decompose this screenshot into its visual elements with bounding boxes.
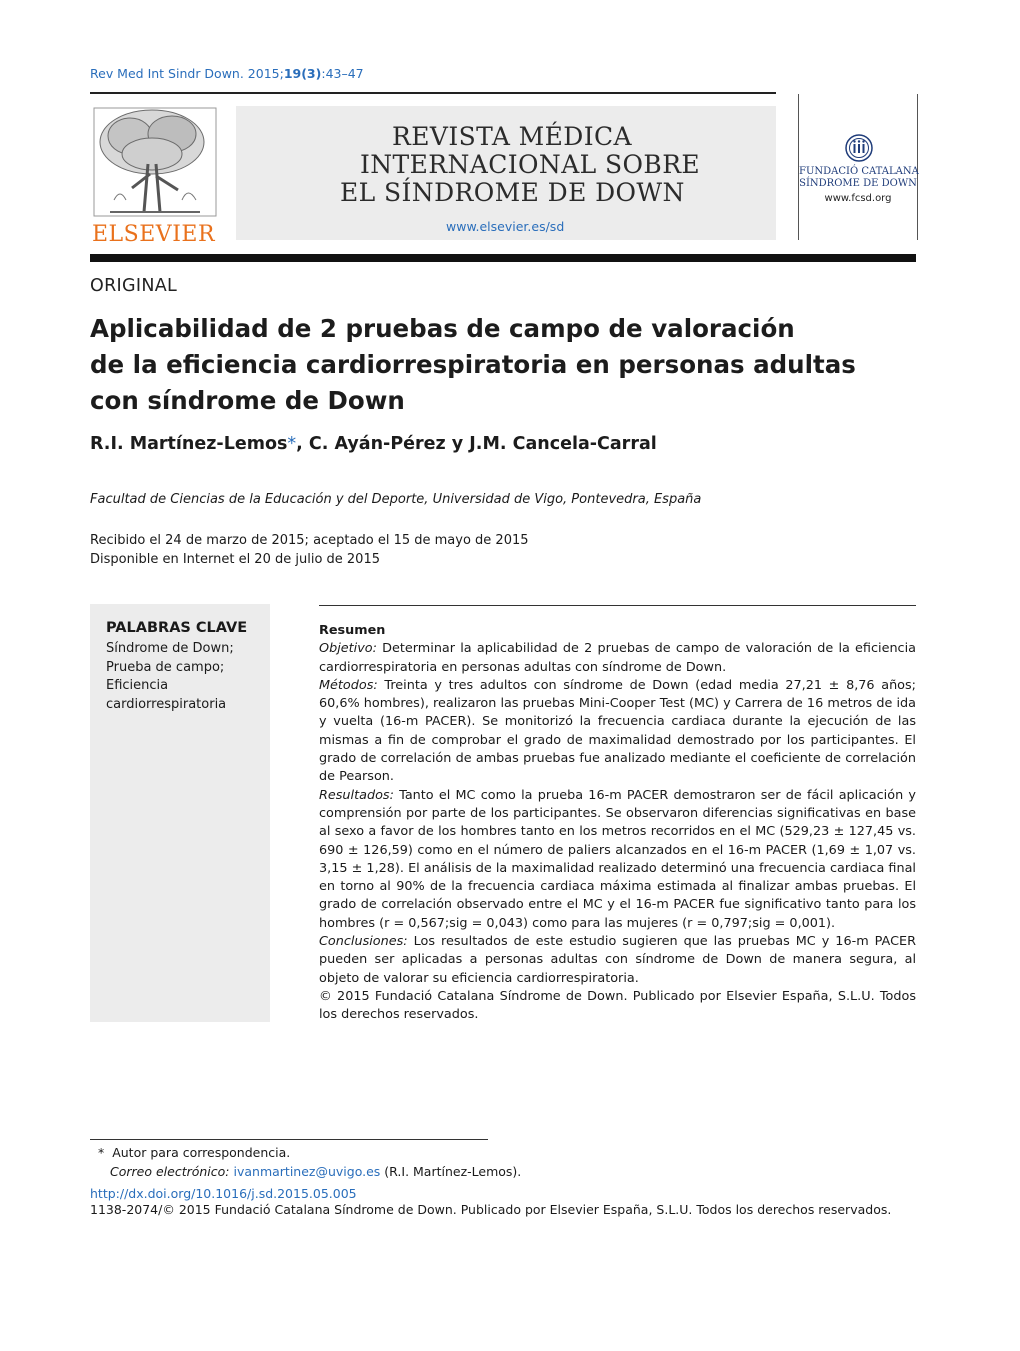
keywords-title: PALABRAS CLAVE (106, 620, 248, 636)
journal-citation[interactable] (90, 66, 364, 81)
keywords-list (106, 640, 234, 714)
fcsd-website: www.fcsd.org (824, 193, 892, 204)
resultados-text: Tanto el MC como la prueba 16-m PACER demostraron ser de fácil aplicación y comprensión por parte de los participantes. Se observaron diferencias significativas en base al sexo a favor de los hombres tanto en los metros recorridos en el MC (529,23 ± 127,45 vs. 690 ± 126,59) como en el número de paliers alcanzados en el 16-m PACER (1,69 ± 1,07 vs. 3,15 ± 1,28). El análisis de la maximalidad realizado determinó una frecuencia cardiaca final en torno al 90% de la frecuencia cardiaca máxima estimada al finalizar ambas pruebas. El grado de correlación observado entre el MC y el 16-m PACER fue significativo tanto para los hombres (r = 0,567;sig = 0,043) como para las mujeres (r = 0,797;sig = 0,001). (319, 787, 916, 931)
citation-pages: :43–47 (321, 66, 364, 81)
abstract-resultados (319, 787, 916, 933)
author-affiliation: Facultad de Ciencias de la Educación y del Deporte, Universidad de Vigo, Pontevedra, España (90, 492, 702, 507)
footnote-divider (90, 1139, 488, 1140)
abstract-divider (319, 605, 916, 606)
received-accepted-date: Recibido el 24 de marzo de 2015; aceptado el 15 de mayo de 2015 (90, 533, 529, 548)
email-line (98, 1163, 521, 1182)
title-line: con síndrome de Down (90, 386, 405, 415)
journal-url-link[interactable]: www.elsevier.es/sd (446, 219, 565, 234)
abstract-heading: Resumen (319, 623, 386, 638)
doi-link[interactable]: http://dx.doi.org/10.1016/j.sd.2015.05.005 (90, 1186, 357, 1201)
article-dates (90, 532, 529, 569)
abstract-metodos (319, 677, 916, 787)
abstract-objetivo (319, 640, 916, 677)
email-link[interactable]: ivanmartinez@uvigo.es (233, 1163, 381, 1179)
footnote-text: Autor para correspondencia. (112, 1145, 291, 1160)
journal-title-line-2: INTERNACIONAL SOBRE (360, 150, 701, 179)
article-title (90, 311, 856, 419)
journal-title-banner (236, 106, 776, 240)
correspondence-footnote (98, 1144, 521, 1181)
article-section-label: ORIGINAL (90, 276, 178, 296)
email-label: Correo electrónico: (110, 1163, 230, 1179)
header-divider (90, 92, 776, 94)
email-owner: (R.I. Martínez-Lemos). (384, 1163, 522, 1179)
conclusiones-label: Conclusiones: (319, 934, 408, 950)
online-date: Disponible en Internet el 20 de julio de 2015 (90, 551, 380, 567)
metodos-text: Treinta y tres adultos con síndrome de Down (edad media 27,21 ± 8,76 años; 60,6% hombres), realizaron las pruebas Mini-Cooper Test (MC) y Carrera de 16 metros de ida y vuelta (16-m PACER). Se monitorizó la frecuencia cardiaca durante la ejecución de las mismas a fin de comprobar el grado de maximalidad demostrado por los participantes. El grado de correlación de ambas pruebas fue analizado mediante el coeficiente de correlación de Pearson. (319, 677, 916, 785)
issn-copyright-line: 1138-2074/© 2015 Fundació Catalana Síndrome de Down. Publicado por Elsevier España, S.L.U. Todos los derechos reservados. (90, 1202, 892, 1217)
objetivo-text: Determinar la aplicabilidad de 2 pruebas de campo de valoración de la eficiencia cardiorrespiratoria en personas adultas con síndrome de Down. (319, 641, 916, 675)
fcsd-name-line-1: FUNDACIÓ CATALANA (799, 166, 919, 177)
keywords-panel (90, 604, 270, 1022)
keyword-item: cardiorrespiratoria (106, 696, 227, 712)
resultados-label: Resultados: (319, 787, 394, 803)
fcsd-emblem-icon (845, 134, 873, 162)
footnote-mark: * (98, 1145, 105, 1160)
title-line: Aplicabilidad de 2 pruebas de campo de valoración (90, 314, 795, 343)
conclusiones-text: Los resultados de este estudio sugieren que las pruebas MC y 16-m PACER pueden ser aplicadas a personas adultas con síndrome de Down de manera segura, al objeto de valorar su eficiencia cardiorrespiratoria. (319, 934, 917, 986)
objetivo-label: Objetivo: (319, 641, 377, 657)
title-line: de la eficiencia cardiorrespiratoria en personas adultas (90, 350, 856, 379)
metodos-label: Métodos: (319, 677, 378, 693)
author-list (90, 434, 657, 454)
abstract-section (319, 622, 916, 1025)
keyword-item: Síndrome de Down; (106, 641, 234, 656)
abstract-conclusiones (319, 933, 916, 988)
fcsd-logo-block (798, 94, 918, 240)
keyword-item: Eficiencia (106, 678, 169, 693)
journal-title-line-1: REVISTA MÉDICA (392, 122, 632, 151)
keyword-item: Prueba de campo; (106, 659, 225, 675)
author-first: R.I. Martínez-Lemos (90, 434, 288, 454)
abstract-copyright: © 2015 Fundació Catalana Síndrome de Down. Publicado por Elsevier España, S.L.U. Todos los derechos reservados. (319, 988, 916, 1023)
corresponding-author-note (98, 1144, 521, 1163)
corresponding-author-link[interactable]: * (287, 434, 297, 454)
fcsd-name-line-2: SÍNDROME DE DOWN (799, 178, 917, 189)
journal-title-line-3: EL SÍNDROME DE DOWN (340, 178, 685, 207)
citation-prefix: Rev Med Int Sindr Down. 2015; (90, 66, 284, 81)
header-thick-rule (90, 254, 916, 262)
elsevier-wordmark: ELSEVIER (92, 222, 216, 247)
citation-volume: 19(3) (283, 66, 322, 81)
author-rest: , C. Ayán-Pérez y J.M. Cancela-Carral (296, 434, 657, 454)
